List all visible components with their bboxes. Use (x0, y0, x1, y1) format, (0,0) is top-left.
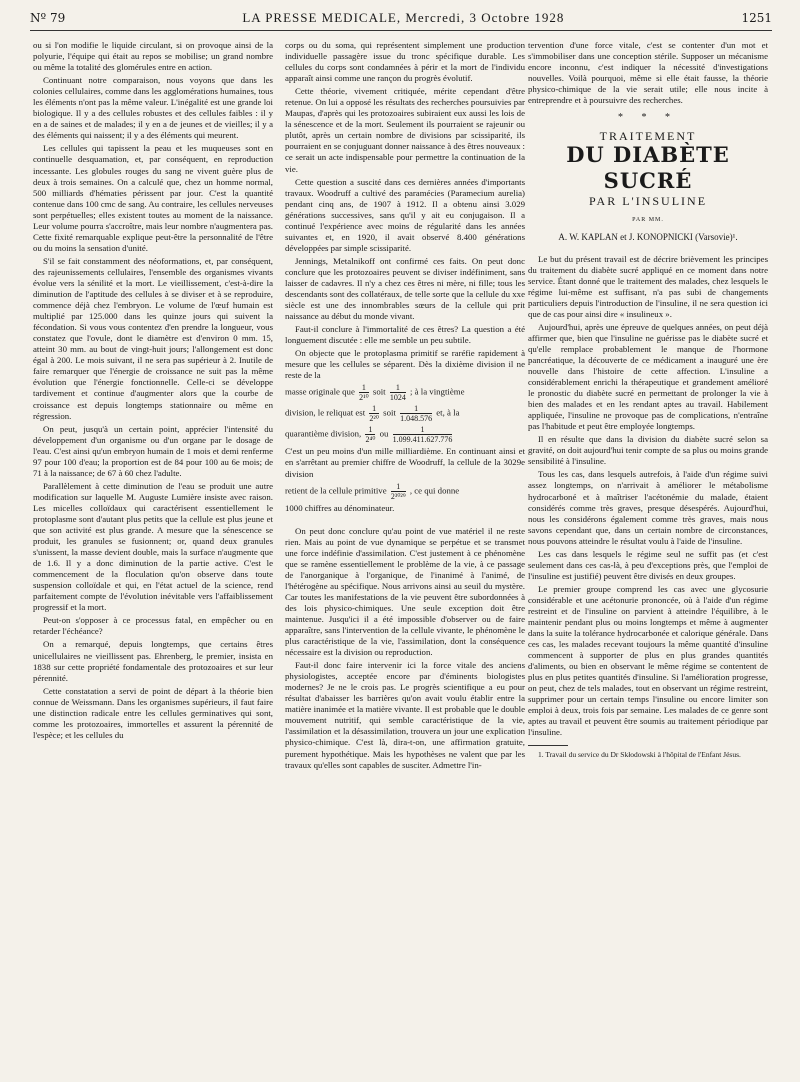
paragraph: Parallèlement à cette diminution de l'eau se produit une autre modification sur laquelle M. Auguste Lumière insiste avec raison. Les micelles colloïdaux qui caractérisent essentiellement le protoplasme sont d'autant plus petits que la cellule est plus jeune et que son activité est plus grande. A mesure que la sénescence se produit, les granules se fusionnent; or, quand deux granules s'unissent, la masse devient double, mais la surface n'augmente que de 1.6. Il y a donc diminution de la partie active. C'est le commencement de la floculation qu'on observe dans toute suspension colloïdale et qui, en l'état actuel de la science, rend parfaitement compte de l'évolution inévitable vers l'affaiblissement progressif et la mort. (33, 480, 273, 613)
journal-title: LA PRESSE MEDICALE, Mercredi, 3 Octobre 1928 (242, 10, 565, 25)
math-line: quarantième division, $\frac{1}{\text{2⁴⁰}}$ ou $\frac{1}{1.099.411.627.776}$ (285, 425, 453, 445)
issue-number: Nº 79 (30, 11, 66, 25)
paragraph: Il en résulte que dans la division du diabète sucré selon sa gravité, on doit aujourd'hui tenir compte de sa plus ou moins grande sensibilité à l'insuline. (528, 434, 768, 467)
paragraph: Les cas dans lesquels le régime seul ne suffit pas (et c'est seulement dans ces cas-là, à peu d'exceptions près, que l'emploi de l'insuline est justifié) peuvent être divisés en deux groupes. (528, 548, 768, 581)
paragraph: 1000 chiffres au dénominateur. (285, 502, 395, 513)
paragraph: Faut-il conclure à l'immortalité de ces êtres? La question a été longuement discutée : elle me semble un peu subtile. (285, 324, 525, 346)
paragraph: On objecte que le protoplasma primitif se raréfie rapidement à mesure que les cellules se séparent. Dès la dixième division il ne reste de la (285, 348, 525, 381)
article-title-line-2: DU DIABÈTE SUCRÉ (566, 142, 730, 194)
paragraph: S'il se fait constamment des néoformations, et, par conséquent, des rajeunissements cellulaires, l'ensemble des organismes vivants évolue vers la sénilité et la mort. Le vieillissement, c'est-à-dire la diminution de l'aptitude des cellules à se diviser et à se reproduire, commence déjà chez l'embryon. Le volume de l'œuf humain est multiplié par 125.000 dans les quinze jours qui suivent la fécondation. Si vous vous contentez d'en prendre la longueur, vous constatez que l'ovule, dont le diamètre est d'environ 0 mm. 15, atteint 30 mm. au bout de vingt-huit jours; l'allongement est donc égal à 200. Le mois suivant, il ne sera pas supérieur à 2. Inutile de faire remarquer que l'énergie de croissance ne suit pas la même évolution que l'énergie fonctionnelle. Celle-ci se développe tardivement et continue d'augmenter alors que la courbe de croissance est depuis longtemps stationnaire ou même en régression. (33, 255, 273, 421)
paragraph: Le but du présent travail est de décrire brièvement les principes du traitement du diabète sucré appliqué en ce moment dans notre service. Étant donné que le traitement des malades, chez lesquels le régime lui-même est suffisant, n'a pas subi de changements particuliers depuis l'introduction de l'insuline, il ne sera question ici que de cas pour ainsi dire « insulineux ». (528, 253, 768, 319)
article-title-line-1: TRAITEMENT (599, 129, 697, 144)
article-title-line-3: PAR L'INSULINE (588, 194, 708, 209)
math-line: division, le reliquat est $\frac{1}{\text{2²⁰}}$ soit $\frac{1}{1.048.576}$ et, à la (285, 404, 460, 424)
article-heading (528, 131, 768, 243)
fraction: $\frac{1}{\text{2²⁰}}$ (369, 404, 379, 424)
paragraph: Cette question a suscité dans ces dernières années d'importants travaux. Woodruff a cultivé des paramécies (Paramecium aurelia) pendant cinq ans, de 1907 à 1912. Il a obtenu ainsi 3.029 générations successives, sans qu'il y ait eu conjugaison. Il a continué l'expérience avec moins de régularité dans les années suivantes et, en 1920, il avait observé 8.400 générations développées par simple scissiparité. (285, 176, 525, 253)
paragraph: ou si l'on modifie le liquide circulant, si on provoque ainsi de la polyurie, l'équipe qui était au repos se mobilise; un grand nombre ou même la totalité des glomérules entre en action. (33, 40, 273, 73)
paragraph: Le premier groupe comprend les cas avec une glycosurie considérable et une acétonurie prononcée, où à l'aide d'un régime restreint et de l'insuline on parvient à atteindre l'équilibre, à le maintenir pendant plus ou moins longtemps et même à augmenter dans la suite la tolérance hydrocarbonée et calorique générale. Dans ces cas, les malades recevant toujours la même quantité d'insuline commencent à supporter de plus en plus grandes quantités d'aliments, ou bien en observant le même régime se contentent de plus en plus petites quantités d'insuline. Si l'amélioration progresse, on peut, chez de tels malades, tout en observant un régime restreint, supprimer pour un certain temps l'insuline ou encore limiter son emploi à deux, trois fois par semaine. Les malades de ce genre sont aptes au travail et peuvent être soumis au traitement périodique par l'insuline. (528, 583, 768, 738)
paragraph: tervention d'une force vitale, c'est se contenter d'un mot et s'immobiliser dans une conception stérile. Supposer un mécanisme encore inconnu, c'est indiquer la nécessité d'investigations nouvelles. Voilà pourquoi, même si elle était fausse, la théorie physico-chimique de la vie serait utile; elle nous incite à entreprendre et à poursuivre des recherches. (528, 40, 768, 106)
footnote: 1. Travail du service du Dr Skłodowski à l'hôpital de l'Enfant Jésus. (538, 749, 741, 759)
page-number: 1251 (741, 11, 772, 25)
footnote-divider (528, 745, 568, 746)
paragraph: Les cellules qui tapissent la peau et les muqueuses sont en continuelle desquamation, et, par conséquent, en reproduction incessante. Les globules rouges du sang ne vivent guère plus de deux à trois semaines. On a calculé que, chez un homme normal, 500 milliards d'hématies périssent par jour. C'est la quantité contenue dans 100 cmc de sang. Au contraire, les cellules nerveuses sont perpétuelles; elles existent toutes au moment de la naissance. Leur volume pourra s'accroître, mais leur nombre n'augmentera pas. Cette fixité remarquable explique peut-être la personnalité de l'être ou du moins la sensation d'unité. (33, 143, 273, 253)
paragraph: Continuant notre comparaison, nous voyons que dans les colonies cellulaires, comme dans les agglomérations humaines, tous les éléments n'ont pas la même valeur. L'inégalité est une grande loi biologique. Il y a des cellules robustes et des cellules faibles : il y en a de saines et de malades; il y en a de jeunes et de vieilles; il y a des éléments qui naissent; il y a des éléments qui meurent. (33, 75, 273, 141)
page-header (30, 6, 772, 31)
fraction: $\frac{1}{1.048.576}$ (400, 404, 433, 424)
math-line: retient de la cellule primitive $\frac{1}{\text{2³⁰²⁹}}$ , ce qui donne (285, 481, 460, 501)
paragraph: Tous les cas, dans lesquels autrefois, à l'aide d'un régime suivi assez longtemps, on n'arrivait à améliorer le métabolisme hydrocarboné et à maîtriser l'acétonémie du malade, étaient considérés comme très graves, presque désespérés. Aujourd'hui, nous les considérons également comme très graves, mais nous savons cependant que, dans un certain nombre de circonstances, nous pouvons atteindre le résultat voulu à l'aide de l'insuline. (528, 469, 768, 546)
byline-label: PAR MM. (632, 217, 664, 224)
column-2 (285, 40, 525, 1050)
paragraph: Cette constatation a servi de point de départ à la théorie bien connue de Weissmann. Dans les organismes supérieurs, il faut faire une distinction radicale entre les cellules germinatives qui sont, comme les protozoaires, immortelles et assurent la pérennité de l'espèce; et les cellules du (33, 685, 273, 740)
math-line: masse originale que $\frac{1}{\text{2¹⁰}}$ soit $\frac{1}{1024}$ ; à la vingtième (285, 383, 465, 403)
paragraph: C'est un peu moins d'un mille milliardième. En continuant ainsi et en s'arrêtant au premier chiffre de Woodruff, la cellule de la 3029e division (285, 446, 525, 479)
paragraph: On peut, jusqu'à un certain point, apprécier l'intensité du développement d'un organisme ou d'un organe par le dosage de l'eau. C'est ainsi qu'un embryon humain de 1 mois et demi renferme 97 pour 100 d'eau; la proportion est de 84 pour 100 au 6e mois; de 71 à la naissance; de 67 à 60 chez l'adulte. (33, 423, 273, 478)
fraction: $\frac{1}{1.099.411.627.776}$ (392, 425, 453, 445)
paragraph: Cette théorie, vivement critiquée, mérite cependant d'être retenue. On lui a opposé les résultats des recherches poursuivies par Maupas, d'après qui les protozoaires subiraient eux aussi les lois de la sénescence et de la mort. Seulement ils pourraient se rajeunir ou plutôt, après un certain nombre de divisions par scissiparité, ils pourraient en se conjuguant donner naissance à des êtres nouveaux : ce serait un acte indispensable pour permettre la continuation de la vie. (285, 86, 525, 174)
section-separator: * * * (618, 112, 678, 124)
paragraph: Aujourd'hui, après une épreuve de quelques années, on peut déjà affirmer que, bien que l'insuline ne guérisse pas le diabète sucré et qu'elle remplace probablement le manque de l'hormone pancréatique, la découverte de ce médicament a inauguré une ère nouvelle dans l'histoire de cette affection. L'insuline a considérablement enrichi la thérapeutique et grandement amélioré le pronostic du diabète sucré en permettant de prolonger la vie à bien des malades et en les rendant aptes au travail. Habilement appliquée, l'insuline ne provoque pas de complications, n'entraîne pas l'habitude et peut être employée longtemps. (528, 321, 768, 432)
paragraph: On peut donc conclure qu'au point de vue matériel il ne reste rien. Mais au point de vue dynamique se perpétue et se transmet une force indéfinie d'assimilation. C'est justement à ce phénomène que se ramène essentiellement le problème de la vie, à ce passage de l'anorganique à l'organique, de l'inanimé à l'animé, de l'hétérogène au spécifique. Nous arrivons ainsi au seuil du mystère. Car toutes les manifestations de la vie peuvent être subordonnées à des lois physico-chimiques. Une seule exception doit être maintenue. Jusqu'ici il a été impossible d'observer ou de faire apparaître, sans l'intervention de la cellule vivante, le phénomène le plus caractéristique de la vie, l'assimilation, dont la conséquence nécessaire est la division ou reproduction. (285, 525, 525, 658)
fraction: $\frac{1}{\text{2³⁰²⁹}}$ (390, 481, 406, 501)
paragraph: On a remarqué, depuis longtemps, que certains êtres unicellulaires ne vieillissent pas. Ehrenberg, le premier, insista en 1838 sur cette propriété fondamentale des protozoaires et sur leur pérennité. (33, 639, 273, 683)
fraction: $\frac{1}{\text{2¹⁰}}$ (359, 383, 369, 403)
paragraph: Jennings, Metalnikoff ont confirmé ces faits. On peut donc conclure que les protozoaires peuvent se diviser indéfiniment, sans laisser de cadavres. Il n'y a chez ces êtres ni mère, ni fille; tous les descendants sont des collatéraux, de telle sorte que la cellule du xxe siècle est une des innombrables sœurs de la cellule qui prit naissance au début du monde vivant. (285, 255, 525, 322)
column-3 (528, 40, 768, 1070)
paragraph: Faut-il donc faire intervenir ici la force vitale des anciens physiologistes, acceptée encore par d'éminents biologistes modernes? Je ne le crois pas. Le progrès scientifique a eu pour résultat d'abaisser les barrières qu'on avait voulu établir entre la matière inanimée et la matière vivante. Il est probable que le double mouvement nutritif, qui semble caractéristique de la vie, l'assimilation et la désassimilation, trouvera un jour une explication physico-chimique. C'est là, dira-t-on, une affirmation gratuite, purement hypothétique. Mais les hypothèses ne valent que par les travaux qu'elles sont capables de susciter. Admettre l'in- (285, 660, 525, 770)
paragraph: corps ou du soma, qui représentent simplement une production individuelle passagère issue du tronc spécifique durable. Les cellules du corps sont condamnées à périr et la mort de l'individu apparaît ainsi comme une rançon du progrès évolutif. (285, 40, 525, 84)
paragraph: Peut-on s'opposer à ce processus fatal, en empêcher ou en retarder l'échéance? (33, 615, 273, 637)
column-1 (33, 40, 273, 1070)
article-authors: A. W. KAPLAN et J. KONOPNICKI (Varsovie)¹. (558, 232, 738, 243)
fraction: $\frac{1}{1024}$ (389, 383, 406, 403)
fraction: $\frac{1}{\text{2⁴⁰}}$ (365, 425, 376, 445)
